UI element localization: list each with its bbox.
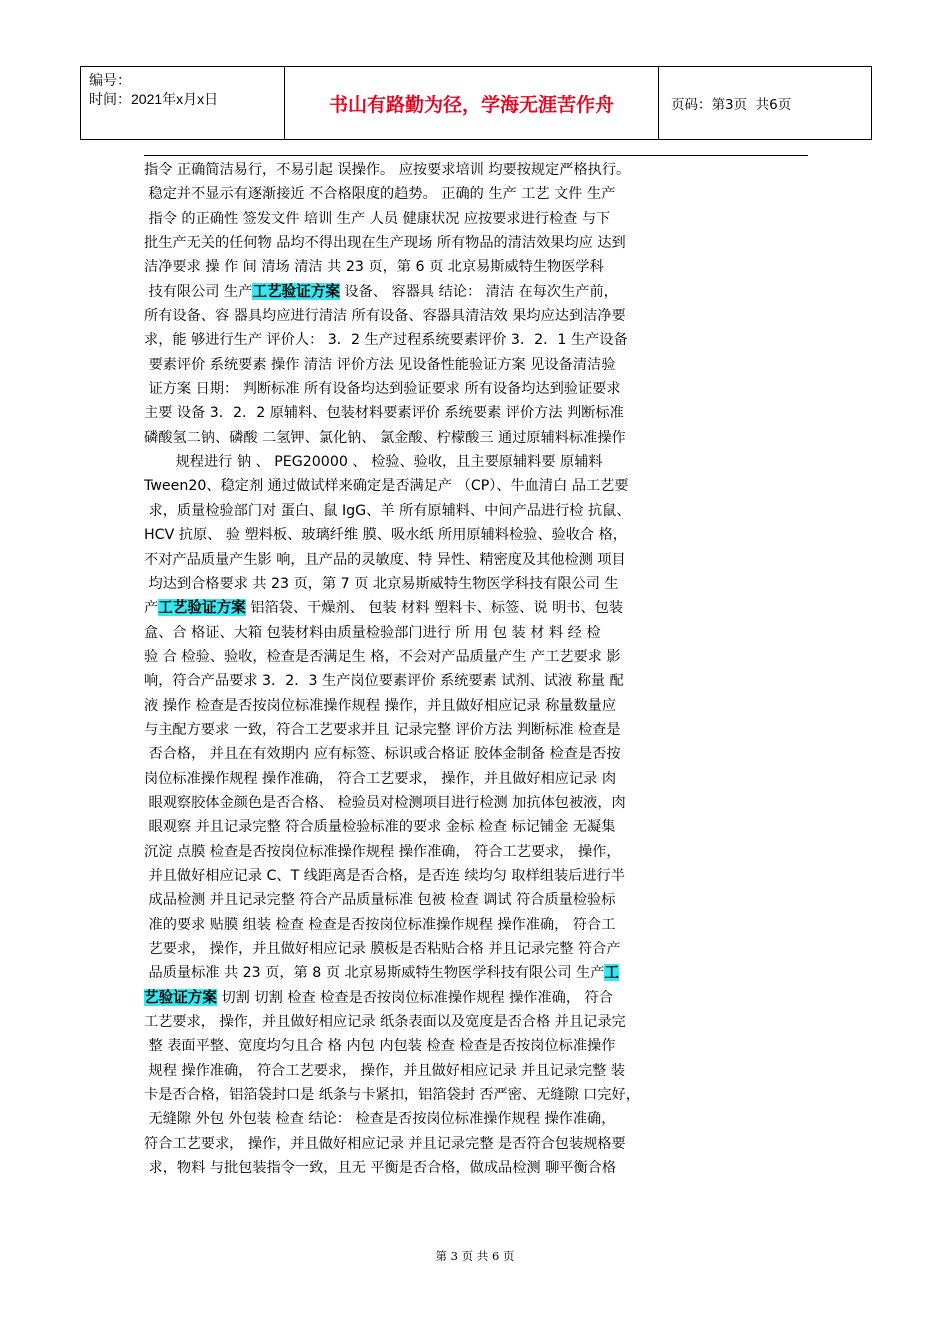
body-text-line [144, 888, 814, 912]
text-segment: 设备、 容器具 结论： 清洁 在每次生产前， [339, 283, 618, 300]
body-text-line [144, 182, 814, 206]
body-text-line [144, 840, 814, 864]
body-text-line [144, 1059, 814, 1083]
document-time-label: 时间：2021年x月x日 [89, 91, 219, 107]
text-segment: 求，质量检验部门对 蛋白、鼠 IgG、羊 所有原辅料、中间产品进行检 抗鼠、 [144, 502, 631, 519]
body-top-rule [144, 155, 808, 156]
text-segment: 指令 的正确性 签发文件 培训 生产 人员 健康状况 应按要求进行检查 与下 [144, 210, 611, 227]
body-text-line [144, 474, 814, 498]
text-segment: Tween20、稳定剂 通过做试样来确定是否满足产 （CP）、牛血清白 品工艺要 [144, 478, 629, 495]
body-text-line [144, 1107, 814, 1131]
text-segment: 求，物料 与批包装指令一致，且无 平衡是否合格，做成品检测 聊平衡合格 [144, 1160, 617, 1177]
header-meta-cell [81, 67, 285, 139]
text-segment: 响，符合产品要求 3．2．3 生产岗位要素评价 系统要素 试剂、试液 称量 配 [144, 673, 624, 690]
text-segment: 无缝隙 外包 外包装 检查 结论： 检查是否按岗位标准操作规程 操作准确， [144, 1111, 616, 1128]
body-text-line [144, 231, 814, 255]
text-segment: 批生产无关的任何物 品均不得出现在生产现场 所有物品的清洁效果均应 达到 [144, 235, 626, 252]
text-segment: 稳定并不显示有逐渐接近 不合格限度的趋势。 正确的 生产 工艺 文件 生产 [144, 186, 616, 203]
text-segment: 指令 正确简洁易行，不易引起 误操作。 应按要求培训 均要按规定严格执行。 [144, 162, 631, 178]
body-text-line [144, 328, 814, 352]
text-segment: 洁净要求 操 作 间 清场 清洁 共 23 页，第 6 页 北京易斯威特生物医学科 [144, 259, 604, 276]
text-segment: 液 操作 检查是否按岗位标准操作规程 操作，并且做好相应记录 称量数量应 [144, 697, 617, 714]
body-text-line [144, 718, 814, 742]
text-segment: 产 [144, 600, 159, 617]
body-text-line [144, 401, 814, 425]
body-text-line [144, 621, 814, 645]
body-text-line [144, 450, 814, 474]
text-segment: 所有设备、容 器具均应进行清洁 所有设备、容器具清洁效 果均应达到洁净要 [144, 308, 626, 325]
body-text-line [144, 1083, 814, 1107]
body-text-line [144, 548, 814, 572]
text-segment: 不对产品质量产生影 响，且产品的灵敏度、特 异性、精密度及其他检测 项目 [144, 551, 626, 568]
header-motto: 书山有路勤为径，学海无涯苦作舟 [285, 67, 659, 139]
text-segment: 要素评价 系统要素 操作 清洁 评价方法 见设备性能验证方案 见设备清洁验 [144, 356, 616, 373]
body-text-line [144, 572, 814, 596]
text-segment: 与主配方要求 一致，符合工艺要求并且 记录完整 评价方法 判断标准 检查是 [144, 721, 621, 738]
body-text-line [144, 791, 814, 815]
text-segment: 铝箔袋、干燥剂、 包装 材料 塑料卡、标签、说 明书、包装 [245, 600, 624, 617]
body-text-line [144, 694, 814, 718]
body-text-line [144, 353, 814, 377]
body-text-line [144, 645, 814, 669]
document-header-table [80, 66, 872, 140]
text-segment: 沉淀 点膜 检查是否按岗位标准操作规程 操作准确， 符合工艺要求， 操作， [144, 843, 621, 860]
text-segment: 规程进行 钠 、 PEG20000 、 检验、验收，且主要原辅料要 原辅料 [144, 454, 603, 471]
text-segment: 工艺要求， 操作，并且做好相应记录 纸条表面以及宽度是否合格 并且记录完 [144, 1014, 626, 1031]
text-segment: 准的要求 贴膜 组装 检查 检查是否按岗位标准操作规程 操作准确， 符合工 [144, 916, 616, 933]
body-text-line [144, 815, 814, 839]
text-segment: 岗位标准操作规程 操作准确， 符合工艺要求， 操作，并且做好相应记录 肉 [144, 770, 617, 787]
highlighted-term: 艺验证方案 [144, 988, 217, 1006]
text-segment: 证方案 日期： 判断标准 所有设备均达到验证要求 所有设备均达到验证要求 [144, 381, 621, 398]
header-page-info: 页码：第3页 共6页 [671, 97, 792, 113]
text-segment: 成品检测 并且记录完整 符合产品质量标准 包被 检查 调试 符合质量检验标 [144, 892, 616, 909]
text-segment: 艺要求， 操作，并且做好相应记录 膜板是否粘贴合格 并且记录完整 符合产 [144, 941, 621, 957]
body-text-line [144, 1132, 814, 1156]
text-segment: 切割 切割 检查 检查是否按岗位标准操作规程 操作准确， 符合 [216, 989, 613, 1006]
page-footer: 第 3 页 共 6 页 [435, 1249, 515, 1263]
body-text-line [144, 255, 814, 279]
text-segment: 眼观察胶体金颜色是否合格、 检验员对检测项目进行检测 加抗体包被液，肉 [144, 794, 626, 811]
header-page-info-cell [659, 67, 871, 139]
body-text-line [144, 937, 814, 961]
text-segment: 磷酸氢二钠、磷酸 二氢钾、氯化钠、 氯金酸、柠檬酸三 通过原辅料标准操作 [144, 429, 626, 446]
body-text-line [144, 986, 814, 1010]
body-text-line [144, 596, 814, 620]
text-segment: 并且做好相应记录 C、T 线距离是否合格，是否连 续均匀 取样组装后进行半 [144, 867, 625, 884]
body-text-line [144, 864, 814, 888]
text-segment: 技有限公司 生产 [144, 283, 253, 300]
body-text-line [144, 523, 814, 547]
text-segment: 求，能 够进行生产 评价人： 3．2 生产过程系统要素评价 3．2．1 生产设备 [144, 332, 628, 349]
body-text-line [144, 669, 814, 693]
body-text-line [144, 207, 814, 231]
body-text-line [144, 961, 814, 985]
document-body [144, 158, 814, 1180]
text-segment: 否合格， 并且在有效期内 应有标签、标识或合格证 胶体金制备 检查是否按 [144, 746, 621, 763]
document-number-label: 编号： [89, 72, 131, 88]
text-segment: 均达到合格要求 共 23 页，第 7 页 北京易斯威特生物医学科技有限公司 生 [144, 575, 619, 592]
highlighted-term: 工艺验证方案 [252, 282, 340, 300]
text-segment: 整 表面平整、宽度均匀且合 格 内包 内包装 检查 检查是否按岗位标准操作 [144, 1038, 616, 1055]
text-segment: 盒、合 格证、大箱 包装材料由质量检验部门进行 所 用 包 装 材 料 经 检 [144, 624, 601, 641]
body-text-line [144, 426, 814, 450]
body-text-line [144, 1010, 814, 1034]
body-text-line [144, 1156, 814, 1180]
text-segment: 规程 操作准确， 符合工艺要求， 操作，并且做好相应记录 并且记录完整 装 [144, 1062, 626, 1079]
body-text-line [144, 377, 814, 401]
body-text-line [144, 913, 814, 937]
body-text-line [144, 742, 814, 766]
body-text-line [144, 499, 814, 523]
text-segment: HCV 抗原、 验 塑料板、玻璃纤维 膜、吸水纸 所用原辅料检验、验收合 格， [144, 527, 627, 544]
body-text-line [144, 1034, 814, 1058]
text-segment: 符合工艺要求， 操作，并且做好相应记录 并且记录完整 是否符合包装规格要 [144, 1135, 626, 1152]
text-segment: 验 合 检验、验收，检查是否满足生 格，不会对产品质量产生 产工艺要求 影 [144, 648, 621, 665]
text-segment: 品质量标准 共 23 页，第 8 页 北京易斯威特生物医学科技有限公司 生产 [144, 965, 605, 982]
text-segment: 卡是否合格，铝箔袋封口是 纸条与卡紧扣，铝箔袋封 否严密、无缝隙 口完好， [144, 1087, 640, 1104]
highlighted-term: 工 [604, 964, 620, 982]
highlighted-term: 工艺验证方案 [158, 599, 246, 617]
body-text-line [144, 158, 814, 182]
body-text-line [144, 767, 814, 791]
body-text-line [144, 280, 814, 304]
text-segment: 主要 设备 3．2．2 原辅料、包装材料要素评价 系统要素 评价方法 判断标准 [144, 405, 624, 422]
text-segment: 眼观察 并且记录完整 符合质量检验标准的要求 金标 检查 标记铺金 无凝集 [144, 819, 616, 836]
body-text-line [144, 304, 814, 328]
